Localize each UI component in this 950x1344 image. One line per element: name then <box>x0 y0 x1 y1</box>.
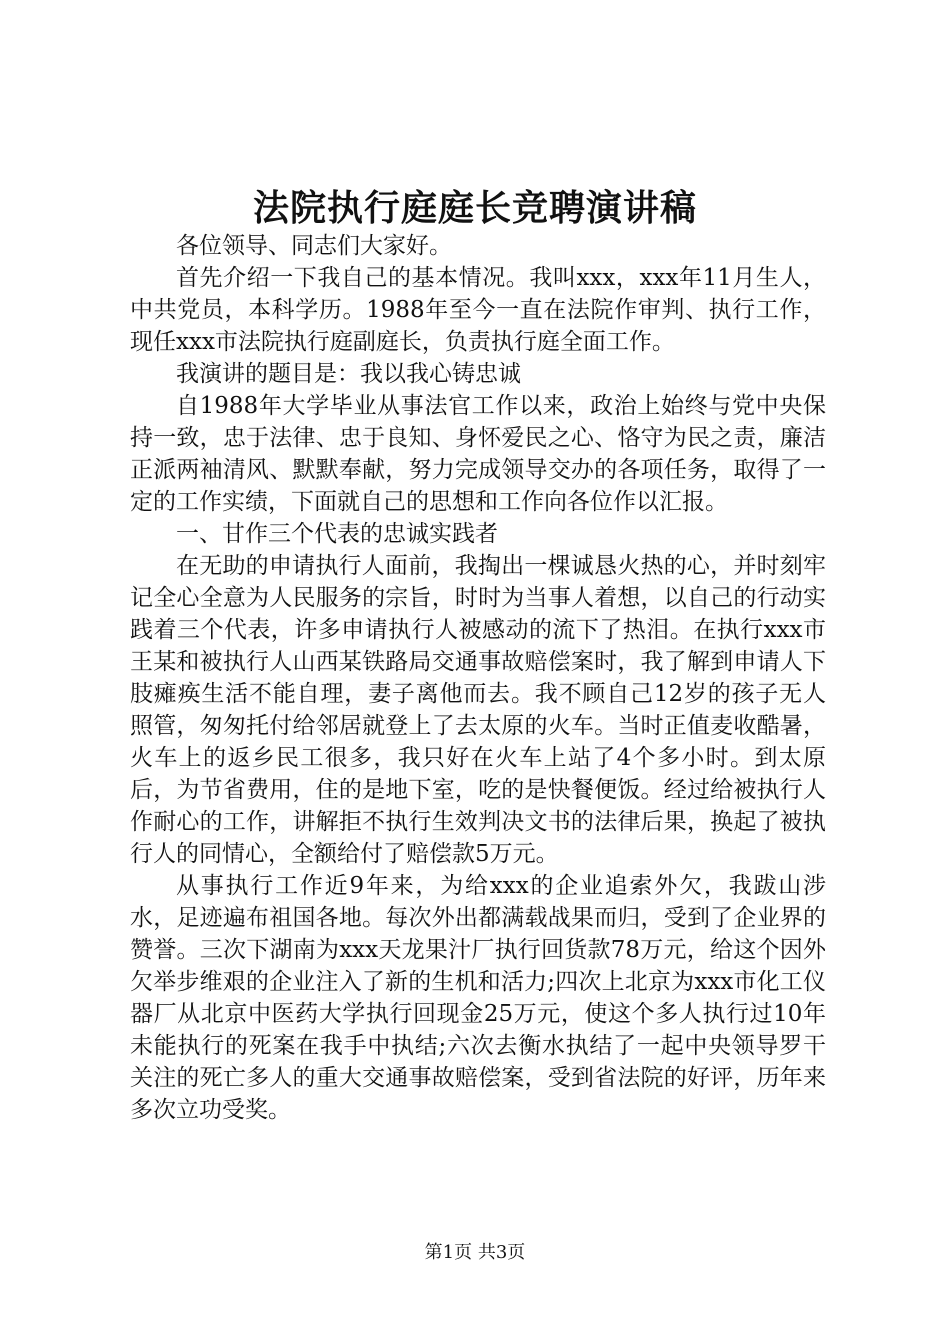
paragraph-speech-topic: 我演讲的题目是：我以我心铸忠诚 <box>176 361 521 387</box>
document-body <box>130 230 826 1126</box>
paragraph-case-taiyuan: 在无助的申请执行人面前，我掏出一棵诚恳火热的心，并时刻牢记全心全意为人民服务的宗旨，时时为当事人着想，以自己的行动实践着三个代表，许多申请执行人被感动的流下了热泪。在执行xxx市王某和被执行人山西某铁路局交通事故赔偿案时，我了解到申请人下肢瘫痪生活不能自理，妻子离他而去。我不顾自己12岁的孩子无人照管，匆匆托付给邻居就登上了去太原的火车。当时正值麦收酷暑，火车上的返乡民工很多，我只好在火车上站了4个多小时。到太原后，为节省费用，住的是地下室，吃的是快餐便饭。经过给被执行人作耐心的工作，讲解拒不执行生效判决文书的法律后果，换起了被执行人的同情心，全额给付了赔偿款5万元。 <box>130 553 826 867</box>
page-footer: 第1页 共3页 <box>424 1242 526 1263</box>
paragraph-greeting: 各位领导、同志们大家好。 <box>176 233 452 259</box>
paragraph-enterprise-recovery: 从事执行工作近9年来，为给xxx的企业追索外欠，我跋山涉水，足迹遍布祖国各地。每次外出都满载战果而归，受到了企业界的赞誉。三次下湖南为xxx天龙果汁厂执行回货款78万元，给这个因外欠举步维艰的企业注入了新的生机和活力;四次上北京为xxx市化工仪器厂从北京中医药大学执行回现金25万元，使这个多人执行过10年未能执行的死案在我手中执结;六次去衡水执结了一起中央领导罗干关注的死亡多人的重大交通事故赔偿案，受到省法院的好评，历年来多次立功受奖。 <box>130 873 826 1123</box>
document-title: 法院执行庭庭长竞聘演讲稿 <box>252 187 697 229</box>
paragraph-introduction: 首先介绍一下我自己的基本情况。我叫xxx，xxx年11月生人，中共党员，本科学历。1988年至今一直在法院作审判、执行工作，现任xxx市法院执行庭副庭长，负责执行庭全面工作。 <box>130 265 826 355</box>
section-heading-one: 一、甘作三个代表的忠诚实践者 <box>176 521 498 547</box>
paragraph-career-summary: 自1988年大学毕业从事法官工作以来，政治上始终与党中央保持一致，忠于法律、忠于良知、身怀爱民之心、恪守为民之责，廉洁正派两袖清风、默默奉献，努力完成领导交办的各项任务，取得了一定的工作实绩，下面就自己的思想和工作向各位作以汇报。 <box>130 393 826 515</box>
